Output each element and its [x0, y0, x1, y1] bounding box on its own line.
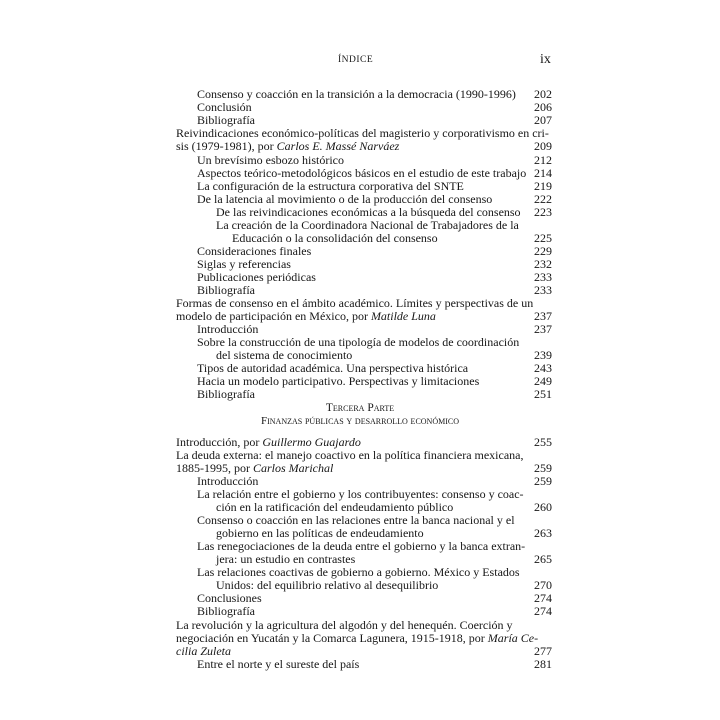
toc-entry-title: jera: un estudio en contrastes	[216, 552, 356, 566]
toc-entry-page: 243	[534, 361, 552, 375]
toc-entry-title: Bibliografía	[197, 113, 255, 127]
toc-entry-title: Entre el norte y el sureste del país	[197, 657, 360, 671]
toc-entry-page: 232	[534, 257, 552, 271]
toc-entry-title: Consenso o coacción en las relaciones entre la banca nacional y el	[197, 513, 515, 527]
toc-entry-page: 229	[534, 244, 552, 258]
toc-entry-page: 233	[534, 283, 552, 297]
toc-entry-title: Bibliografía	[197, 604, 255, 618]
toc-entry-page: 259	[534, 461, 552, 475]
toc-entry-title: gobierno en las políticas de endeudamiento	[216, 526, 424, 540]
toc-entry-page: 212	[534, 153, 552, 167]
toc-entry-page: 249	[534, 374, 552, 388]
toc-entry-title: ción en la ratificación del endeudamiento público	[216, 500, 454, 514]
toc-entry-title: La deuda externa: el manejo coactivo en la política financiera mexicana,	[176, 448, 524, 462]
toc-entry-title: La creación de la Coordinadora Nacional de Trabajadores de la	[216, 218, 519, 232]
toc-entry-page: 237	[534, 322, 552, 336]
toc-entry-page: 281	[534, 657, 552, 671]
toc-entry-title: De la latencia al movimiento o de la producción del consenso	[197, 192, 493, 206]
toc-entry-author: Carlos Marichal	[253, 461, 334, 475]
toc-entry-page: 263	[534, 526, 552, 540]
toc-entry-title: Hacia un modelo participativo. Perspectivas y limitaciones	[197, 374, 480, 388]
toc-entry-title: Unidos: del equilibrio relativo al desequilibrio	[216, 578, 439, 592]
toc-entry-title: Bibliografía	[197, 283, 255, 297]
toc-entry-page: 277	[534, 644, 552, 658]
toc-entry-title: De las reivindicaciones económicas a la búsqueda del consenso	[216, 205, 521, 219]
toc-entry-page: 219	[534, 179, 552, 193]
part-subtitle: Finanzas públicas y desarrollo económico	[260, 415, 460, 427]
toc-entry-title: Consideraciones finales	[197, 244, 312, 258]
toc-entry-title: La revolución y la agricultura del algodón y del henequén. Coerción y	[176, 618, 513, 632]
toc-entry-title: Las renegociaciones de la deuda entre el gobierno y la banca extran-	[197, 539, 526, 553]
toc-entry-author: Carlos E. Massé Narváez	[276, 139, 400, 153]
toc-entry-page: 206	[534, 100, 552, 114]
toc-entry-title: sis (1979-1981), por	[176, 139, 277, 153]
toc-entry	[197, 658, 359, 672]
toc-entry-page: 222	[534, 192, 552, 206]
toc-entry-page: 274	[534, 604, 552, 618]
toc-entry-page: 260	[534, 500, 552, 514]
toc-entry-title: Conclusiones	[197, 591, 262, 605]
toc-entry-title: modelo de participación en México, por	[176, 309, 371, 323]
toc-entry-title: Aspectos teórico-metodológicos básicos en el estudio de este trabajo	[197, 166, 527, 180]
running-header-title: ÍNDICE	[338, 55, 374, 65]
toc-entry-title: Un brevísimo esbozo histórico	[197, 153, 344, 167]
toc-entry-title: Siglas y referencias	[197, 257, 291, 271]
toc-entry-title: Introducción	[197, 474, 259, 488]
toc-entry-title: Tipos de autoridad académica. Una perspectiva histórica	[197, 361, 469, 375]
toc-entry-title: Sobre la construcción de una tipología de modelos de coordinación	[197, 335, 520, 349]
toc-entry-page: 274	[534, 591, 552, 605]
toc-entry-page: 251	[534, 387, 552, 401]
toc-entry-page: 202	[534, 87, 552, 101]
toc-entry-title: Reivindicaciones económico-políticas del magisterio y corporativismo en cri-	[176, 126, 549, 140]
toc-entry-title: Educación o la consolidación del consenso	[232, 231, 438, 245]
toc-entry-page: 237	[534, 309, 552, 323]
toc-entry-author: Matilde Luna	[370, 309, 436, 323]
toc-entry-acronym: SNTE	[433, 179, 464, 193]
toc-entry-page: 207	[534, 113, 552, 127]
toc-entry-page: 209	[534, 139, 552, 153]
toc-entry-title: 1885-1995, por	[176, 461, 253, 475]
toc-entry-title: Conclusión	[197, 100, 252, 114]
toc-entry-page: 259	[534, 474, 552, 488]
toc-entry-title: del sistema de conocimiento	[216, 348, 353, 362]
part-label: Tercera Parte	[325, 402, 395, 414]
toc-entry-page: 225	[534, 231, 552, 245]
toc-entry-title: Formas de consenso en el ámbito académico. Límites y perspectivas de un	[176, 296, 534, 310]
toc-entry-title: Introducción, por	[176, 435, 263, 449]
toc-entry-page: 239	[534, 348, 552, 362]
toc-entry-title: Bibliografía	[197, 387, 255, 401]
toc-entry-page: 214	[534, 166, 552, 180]
page-number: ix	[540, 52, 551, 67]
toc-entry-page: 255	[534, 435, 552, 449]
toc-entry-title: Consenso y coacción en la transición a la democracia (1990-1996)	[197, 87, 516, 101]
toc-entry-title: La relación entre el gobierno y los contribuyentes: consenso y coac-	[197, 487, 524, 501]
toc-entry-page: 265	[534, 552, 552, 566]
toc-entry-page: 223	[534, 205, 552, 219]
toc-entry	[197, 388, 255, 402]
toc-entry-author: Guillermo Guajardo	[262, 435, 361, 449]
toc-entry-page: 233	[534, 270, 552, 284]
toc-entry-title: Introducción	[197, 322, 259, 336]
toc-entry	[197, 605, 255, 619]
toc-entry-page: 270	[534, 578, 552, 592]
toc-entry-author: cilia Zuleta	[176, 644, 231, 658]
toc-entry-title: La configuración de la estructura corporativa del	[197, 179, 434, 193]
toc-entry-author: María Ce-	[487, 631, 539, 645]
toc-entry-title: Las relaciones coactivas de gobierno a gobierno. México y Estados	[197, 565, 520, 579]
toc-entry-title: negociación en Yucatán y la Comarca Lagunera, 1915-1918, por	[176, 631, 488, 645]
toc-entry	[176, 140, 399, 154]
toc-entry-title: Publicaciones periódicas	[197, 270, 316, 284]
